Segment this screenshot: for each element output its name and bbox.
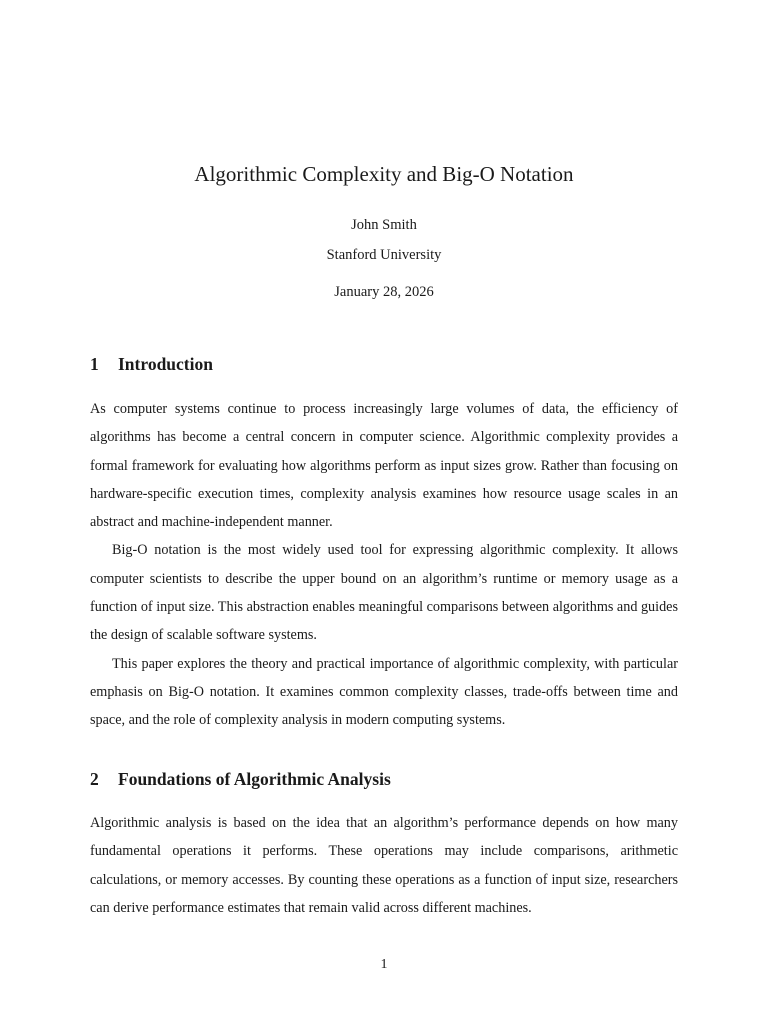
paragraph: As computer systems continue to process increasingly large volumes of data, the efficiency of algorithms has become a central concern in computer science. Algorithmic complexity provides a formal framework for evaluating how algorithms perform as input sizes grow. Rather than focusing on hardware-specific execution times, complexity analysis examines how resource usage scales in an abstract and machine-independent manner. — [90, 401, 678, 531]
paper-date: January 28, 2026 — [334, 284, 434, 300]
author-affiliation: Stanford University — [326, 247, 442, 263]
section-body-introduction — [90, 395, 678, 735]
section-number: 1 — [90, 354, 99, 374]
section-title: Introduction — [118, 354, 213, 374]
section-body-foundations — [90, 809, 678, 922]
section-heading-introduction — [90, 352, 213, 376]
page-number: 1 — [380, 957, 388, 972]
paragraph: Big-O notation is the most widely used tool for expressing algorithmic complexity. It allows computer scientists to describe the upper bound on an algorithm’s runtime or memory usage as a function of input size. This abstraction enables meaningful comparisons between algorithms and guides the design of scalable software systems. — [90, 542, 678, 644]
author-name: John Smith — [351, 217, 417, 233]
section-title: Foundations of Algorithmic Analysis — [118, 769, 391, 789]
paragraph: Algorithmic analysis is based on the idea that an algorithm’s performance depends on how many fundamental operations it performs. These operations may include comparisons, arithmetic calculations, or memory accesses. By counting these operations as a function of input size, researchers can derive performance estimates that remain valid across different machines. — [90, 815, 678, 916]
paper-title: Algorithmic Complexity and Big-O Notation — [194, 162, 574, 186]
section-heading-foundations — [90, 767, 391, 791]
paragraph: This paper explores the theory and practical importance of algorithmic complexity, with particular emphasis on Big-O notation. It examines common complexity classes, trade-offs between time and space, and the role of complexity analysis in modern computing systems. — [90, 655, 678, 729]
section-number: 2 — [90, 769, 99, 789]
